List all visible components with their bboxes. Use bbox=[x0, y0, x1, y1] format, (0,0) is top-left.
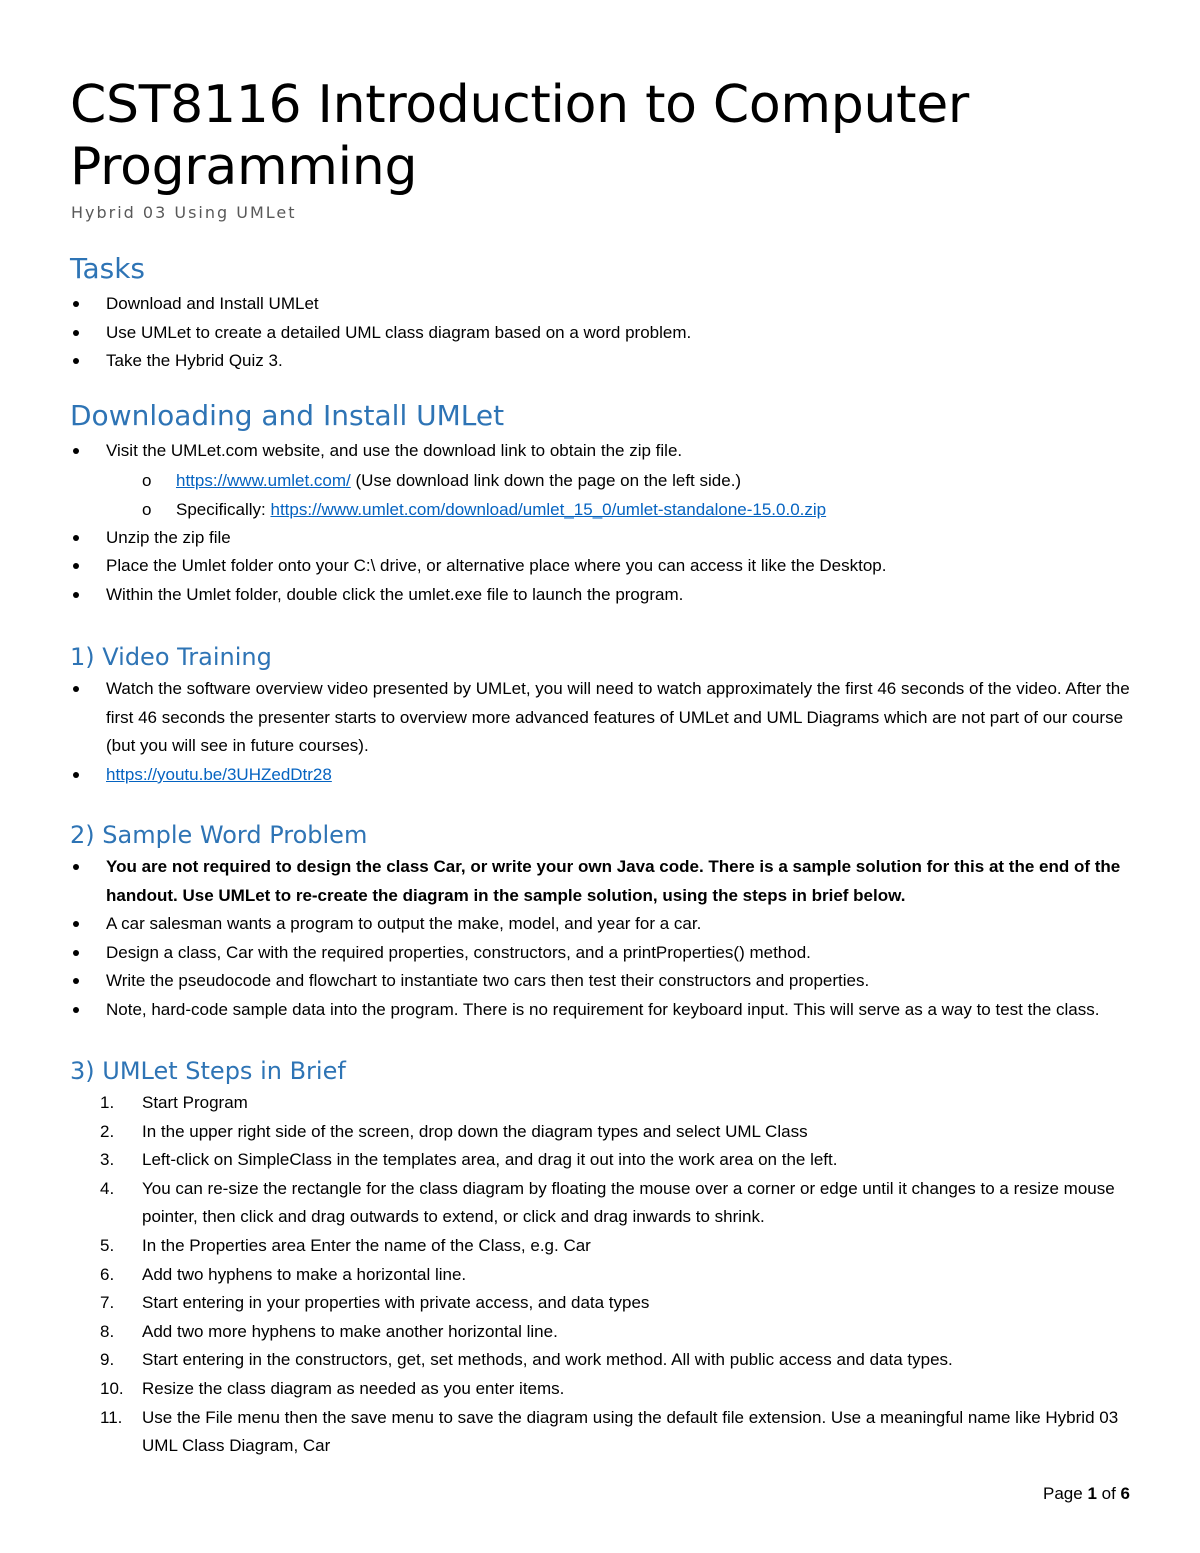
bullet-icon bbox=[73, 592, 79, 598]
tasks-list bbox=[70, 290, 1130, 376]
bullet-icon bbox=[73, 535, 79, 541]
list-item: Place the Umlet folder onto your C:\ drive, or alternative place where you can access it like the Desktop. bbox=[70, 552, 1130, 581]
bullet-icon bbox=[73, 330, 79, 336]
steps-heading: 3) UMLet Steps in Brief bbox=[70, 1057, 346, 1085]
list-item: 4. You can re-size the rectangle for the class diagram by floating the mouse over a corner or edge until it changes to a resize mouse pointer, then click and drag outwards to extend, or click and drag inwards to shrink. bbox=[100, 1178, 1115, 1227]
bullet-icon bbox=[73, 686, 79, 692]
list-item: Unzip the zip file bbox=[70, 524, 1130, 553]
list-item: Write the pseudocode and flowchart to instantiate two cars then test their constructors and properties. bbox=[70, 967, 1130, 996]
umlet-zip-link[interactable]: https://www.umlet.com/download/umlet_15_0/umlet-standalone-15.0.0.zip bbox=[270, 499, 827, 519]
list-item: 5. In the Properties area Enter the name of the Class, e.g. Car bbox=[100, 1235, 591, 1255]
bullet-icon bbox=[73, 772, 79, 778]
sub-list-item: o Specifically: https://www.umlet.com/download/umlet_15_0/umlet-standalone-15.0.0.zip bbox=[70, 495, 1130, 524]
list-item: 6. Add two hyphens to make a horizontal line. bbox=[100, 1264, 467, 1284]
problem-list bbox=[70, 853, 1130, 1025]
list-item: Use UMLet to create a detailed UML class diagram based on a word problem. bbox=[70, 319, 1130, 348]
bullet-icon bbox=[73, 978, 79, 984]
list-item: You are not required to design the class Car, or write your own Java code. There is a sample solution for this at the end of the handout. Use UMLet to re-create the diagram in the sample solution, using the steps in brief below. bbox=[70, 853, 1130, 910]
problem-heading: 2) Sample Word Problem bbox=[70, 821, 368, 849]
list-item: 10. Resize the class diagram as needed as you enter items. bbox=[100, 1378, 565, 1398]
list-item: Design a class, Car with the required properties, constructors, and a printProperties() method. bbox=[70, 939, 1130, 968]
list-item: Download and Install UMLet bbox=[70, 290, 1130, 319]
list-item: 9. Start entering in the constructors, get, set methods, and work method. All with public access and data types. bbox=[100, 1350, 953, 1370]
video-heading: 1) Video Training bbox=[70, 643, 272, 671]
list-item: Watch the software overview video presented by UMLet, you will need to watch approximately the first 46 seconds of the video. After the first 46 seconds the presenter starts to overview more advanced features of UMLet and UML Diagrams which are not part of our course (but you will see in future courses). bbox=[70, 675, 1130, 761]
steps-list bbox=[70, 1089, 1130, 1461]
bullet-icon bbox=[73, 448, 79, 454]
sub-bullet-icon: o bbox=[142, 499, 152, 519]
bullet-icon bbox=[73, 921, 79, 927]
page-number-footer: Page 1 of 6 bbox=[1043, 1484, 1130, 1503]
sub-list bbox=[70, 466, 1130, 524]
bullet-icon bbox=[73, 301, 79, 307]
bullet-icon bbox=[73, 1007, 79, 1013]
list-item: 2. In the upper right side of the screen, drop down the diagram types and select UML Class bbox=[100, 1121, 808, 1141]
umlet-site-link[interactable]: https://www.umlet.com/ bbox=[176, 470, 351, 490]
list-item: Visit the UMLet.com website, and use the download link to obtain the zip file. o https://www.umlet.com/ (Use download link down the page on the left side.) o Specifically: https://www.umlet.com/download/umlet_15_0/umlet-standalone-15.0.0.zip bbox=[70, 437, 1130, 524]
bullet-icon bbox=[73, 950, 79, 956]
list-item: 1. Start Program bbox=[100, 1093, 248, 1112]
download-heading: Downloading and Install UMLet bbox=[70, 399, 505, 432]
list-item: Note, hard-code sample data into the program. There is no requirement for keyboard input. This will serve as a way to test the class. bbox=[70, 996, 1130, 1025]
list-item: 11. Use the File menu then the save menu to save the diagram using the default file extension. Use a meaningful name like Hybrid 03 UML Class Diagram, Car bbox=[100, 1407, 1119, 1456]
sub-list-item: o https://www.umlet.com/ (Use download link down the page on the left side.) bbox=[70, 466, 1130, 495]
bullet-icon bbox=[73, 864, 79, 870]
video-link[interactable]: https://youtu.be/3UHZedDtr28 bbox=[106, 764, 332, 784]
list-item: 7. Start entering in your properties with private access, and data types bbox=[100, 1293, 650, 1313]
list-item: Within the Umlet folder, double click the umlet.exe file to launch the program. bbox=[70, 581, 1130, 610]
sub-bullet-icon: o bbox=[142, 470, 152, 490]
tasks-heading: Tasks bbox=[70, 252, 146, 285]
list-item: Take the Hybrid Quiz 3. bbox=[70, 347, 1130, 376]
list-item: A car salesman wants a program to output the make, model, and year for a car. bbox=[70, 910, 1130, 939]
list-item: 8. Add two more hyphens to make another horizontal line. bbox=[100, 1321, 558, 1341]
list-item: 3. Left-click on SimpleClass in the templates area, and drag it out into the work area on the left. bbox=[100, 1150, 838, 1170]
document-title: CST8116 Introduction to Computer Programming bbox=[70, 75, 970, 197]
bullet-icon bbox=[73, 563, 79, 569]
bullet-icon bbox=[73, 358, 79, 364]
download-list bbox=[70, 437, 1130, 609]
document-subtitle: Hybrid 03 Using UMLet bbox=[71, 203, 297, 222]
video-list bbox=[70, 675, 1130, 789]
list-item bbox=[70, 761, 1130, 790]
